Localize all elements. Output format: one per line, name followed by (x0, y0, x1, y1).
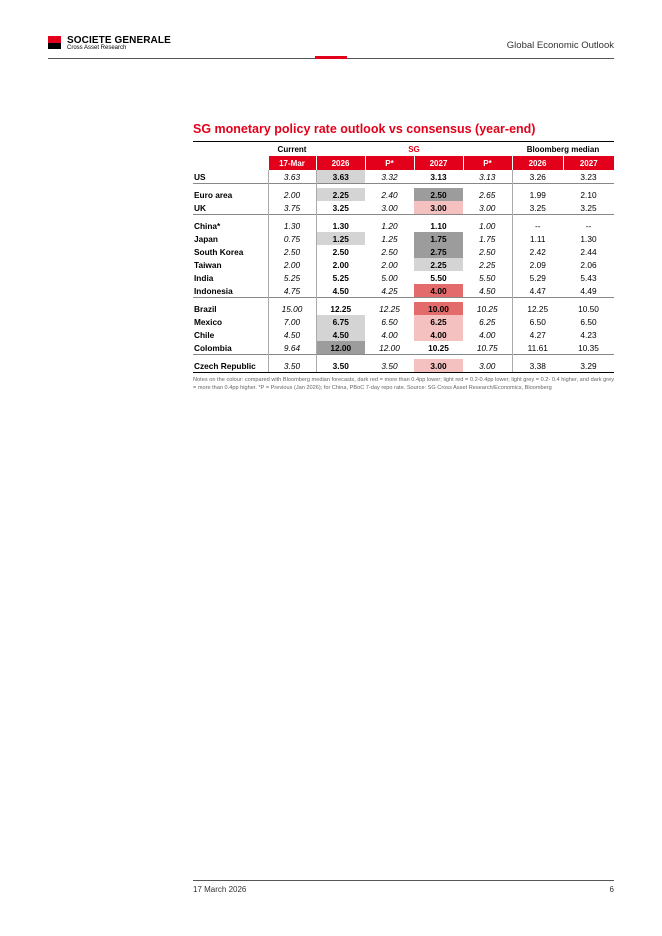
table-row (193, 284, 614, 298)
sg-2026-cell: 1.30 (316, 219, 365, 232)
bloomberg-2026-cell: 3.38 (512, 359, 563, 373)
country-label: Mexico (194, 316, 223, 327)
sg-2026-cell: 4.50 (316, 284, 365, 298)
previous-2027-cell: 10.25 (476, 303, 498, 314)
previous-2026-cell: 6.50 (381, 316, 398, 327)
previous-2027-cell: 4.00 (479, 329, 496, 340)
current-rate-cell: 2.00 (268, 188, 316, 201)
sg-2027-cell: 2.25 (414, 258, 463, 271)
current-rate-cell: 0.75 (268, 232, 316, 245)
current-rate-cell: 4.75 (268, 284, 316, 298)
sg-2026-cell: 4.50 (316, 328, 365, 341)
current-rate-cell: 4.50 (268, 328, 316, 341)
country-label: China* (194, 220, 221, 231)
sg-2026-cell: 5.25 (316, 271, 365, 284)
group-header-current: Current (268, 142, 316, 157)
bloomberg-2027-cell: 4.23 (580, 329, 597, 340)
footer-date: 17 March 2026 (193, 885, 247, 894)
sg-2026-cell: 3.50 (316, 359, 365, 373)
table-row (193, 219, 614, 232)
sub-header-previous-2027: P* (463, 156, 512, 170)
bloomberg-2026-cell: 1.99 (512, 188, 563, 201)
table-row (193, 359, 614, 373)
sg-2026-cell: 3.25 (316, 201, 365, 215)
bloomberg-2026-cell: 11.61 (512, 341, 563, 355)
country-label: Czech Republic (193, 359, 268, 373)
country-label: South Korea (194, 246, 244, 257)
sub-header-sg-2026: 2026 (316, 156, 365, 170)
country-label: Indonesia (194, 285, 233, 296)
brand-mark-icon (48, 36, 61, 49)
current-rate-cell: 15.00 (268, 302, 316, 315)
country-label: Euro area (194, 189, 233, 200)
previous-2027-cell: 10.75 (476, 342, 498, 353)
current-rate-cell: 9.64 (268, 341, 316, 355)
previous-2027-cell: 3.13 (479, 171, 496, 182)
sg-2026-cell: 6.75 (316, 315, 365, 328)
sg-2026-cell: 2.00 (316, 258, 365, 271)
bloomberg-2027-cell: 3.25 (580, 202, 597, 213)
group-header-sg: SG (316, 142, 512, 157)
footer-divider (193, 880, 614, 881)
previous-2026-cell: 12.00 (379, 342, 400, 353)
bloomberg-2027-cell: 10.35 (578, 342, 599, 353)
previous-2026-cell: 1.20 (381, 220, 398, 231)
brand-subtitle: Cross Asset Research (67, 45, 127, 51)
sg-2027-cell: 4.00 (414, 284, 463, 298)
previous-2026-cell: 3.50 (365, 359, 414, 373)
previous-2026-cell: 3.00 (381, 202, 398, 213)
country-label: Brazil (194, 303, 217, 314)
previous-2026-cell: 1.25 (381, 233, 398, 244)
sub-header-previous-2026: P* (365, 156, 414, 170)
bloomberg-2027-cell: 2.10 (580, 189, 597, 200)
bloomberg-2026-cell: 3.25 (512, 201, 563, 215)
sg-2026-cell: 12.25 (316, 302, 365, 315)
sg-2027-cell: 10.00 (414, 302, 463, 315)
sg-2027-cell: 2.75 (414, 245, 463, 258)
sg-2026-cell: 3.63 (316, 170, 365, 184)
bloomberg-2026-cell: -- (512, 219, 563, 232)
country-label: US (194, 171, 206, 182)
country-label: India (194, 272, 214, 283)
sg-2026-cell: 2.50 (316, 245, 365, 258)
previous-2027-cell: 1.75 (479, 233, 496, 244)
sg-2027-cell: 2.50 (414, 188, 463, 201)
sub-header-sg-2027: 2027 (414, 156, 463, 170)
table-notes: Notes on the colour: compared with Bloomberg median forecasts, dark red = more than 0.4pp lower; light red = 0.2-0.4pp lower, light grey = 0.2- 0.4 higher, and dark grey = more than 0.4pp higher. *P = Previous (Jan 2026); for China, PBoC 7-day repo rate. Source: SG Cross Asset Research/Economics, Bloomberg (193, 377, 614, 391)
previous-2026-cell: 4.25 (381, 285, 398, 296)
current-rate-cell: 1.30 (268, 219, 316, 232)
previous-2027-cell: 5.50 (479, 272, 496, 283)
sub-header-bloomberg-2027: 2027 (563, 156, 614, 170)
previous-2027-cell: 1.00 (479, 220, 496, 231)
previous-2027-cell: 2.25 (479, 259, 496, 270)
bloomberg-2026-cell: 1.11 (512, 232, 563, 245)
table-row (193, 315, 614, 328)
brand-name: SOCIETE GENERALE (67, 35, 171, 46)
country-label: Colombia (194, 342, 232, 353)
bloomberg-2026-cell: 2.09 (512, 258, 563, 271)
bloomberg-2027-cell: 1.30 (580, 233, 597, 244)
current-rate-cell: 3.75 (268, 201, 316, 215)
bloomberg-2027-cell: 3.29 (563, 359, 614, 373)
sg-2027-cell: 4.00 (414, 328, 463, 341)
table-row (193, 258, 614, 271)
current-rate-cell: 2.50 (268, 245, 316, 258)
previous-2027-cell: 6.25 (479, 316, 496, 327)
country-label: Japan (194, 233, 218, 244)
previous-2027-cell: 3.00 (463, 359, 512, 373)
previous-2027-cell: 2.50 (479, 246, 496, 257)
previous-2026-cell: 12.25 (379, 303, 400, 314)
sg-2027-cell: 6.25 (414, 315, 463, 328)
bloomberg-2027-cell: 2.44 (580, 246, 597, 257)
policy-rate-table (193, 141, 614, 375)
country-label: Chile (194, 329, 215, 340)
country-label: UK (194, 202, 206, 213)
current-rate-cell: 5.25 (268, 271, 316, 284)
current-rate-cell: 3.63 (268, 170, 316, 184)
bloomberg-2026-cell: 3.26 (512, 170, 563, 184)
previous-2026-cell: 2.40 (381, 189, 398, 200)
table-row (193, 188, 614, 201)
bloomberg-2027-cell: 2.06 (580, 259, 597, 270)
table-bottom-spacer (193, 373, 614, 375)
bloomberg-2026-cell: 12.25 (512, 302, 563, 315)
sg-2027-cell: 5.50 (430, 272, 447, 283)
bloomberg-2027-cell: -- (585, 220, 592, 231)
document-title: Global Economic Outlook (506, 40, 614, 51)
bloomberg-2026-cell: 4.47 (512, 284, 563, 298)
sub-header-current-date: 17-Mar (268, 156, 316, 170)
previous-2026-cell: 5.00 (381, 272, 398, 283)
country-label: Taiwan (194, 259, 222, 270)
sg-2027-cell: 3.13 (430, 171, 447, 182)
sg-2027-cell: 1.75 (414, 232, 463, 245)
previous-2027-cell: 4.50 (479, 285, 496, 296)
bloomberg-2027-cell: 4.49 (580, 285, 597, 296)
bloomberg-2026-cell: 6.50 (512, 315, 563, 328)
sg-2027-cell: 3.00 (414, 201, 463, 215)
table-row (193, 245, 614, 258)
previous-2027-cell: 3.00 (479, 202, 496, 213)
sg-2027-cell: 3.00 (414, 359, 463, 373)
sg-2027-cell: 10.25 (428, 342, 449, 353)
bloomberg-2026-cell: 5.29 (512, 271, 563, 284)
table-row (193, 201, 614, 215)
bloomberg-2027-cell: 10.50 (578, 303, 599, 314)
bloomberg-2026-cell: 2.42 (512, 245, 563, 258)
bloomberg-2027-cell: 6.50 (580, 316, 597, 327)
table-sub-header-row (193, 156, 614, 170)
previous-2026-cell: 4.00 (381, 329, 398, 340)
previous-2026-cell: 2.50 (381, 246, 398, 257)
table-row (193, 170, 614, 184)
table-row (193, 302, 614, 315)
page-number: 6 (609, 885, 614, 894)
sub-header-bloomberg-2026: 2026 (512, 156, 563, 170)
bloomberg-2027-cell: 5.43 (580, 272, 597, 283)
sg-2027-cell: 1.10 (430, 220, 447, 231)
table-row (193, 232, 614, 245)
current-rate-cell: 3.50 (268, 359, 316, 373)
sg-2026-cell: 2.25 (316, 188, 365, 201)
current-rate-cell: 2.00 (268, 258, 316, 271)
table-row (193, 271, 614, 284)
header-accent-bar (315, 56, 347, 59)
table-row (193, 341, 614, 355)
bloomberg-2027-cell: 3.23 (580, 171, 597, 182)
previous-2026-cell: 3.32 (381, 171, 398, 182)
sg-2026-cell: 12.00 (316, 341, 365, 355)
table-group-header-row (193, 142, 614, 157)
exhibit-title: SG monetary policy rate outlook vs consensus (year-end) (193, 122, 536, 136)
sg-2026-cell: 1.25 (316, 232, 365, 245)
group-header-bloomberg: Bloomberg median (512, 142, 614, 157)
previous-2027-cell: 2.65 (479, 189, 496, 200)
previous-2026-cell: 2.00 (381, 259, 398, 270)
current-rate-cell: 7.00 (268, 315, 316, 328)
table-row (193, 328, 614, 341)
bloomberg-2026-cell: 4.27 (512, 328, 563, 341)
